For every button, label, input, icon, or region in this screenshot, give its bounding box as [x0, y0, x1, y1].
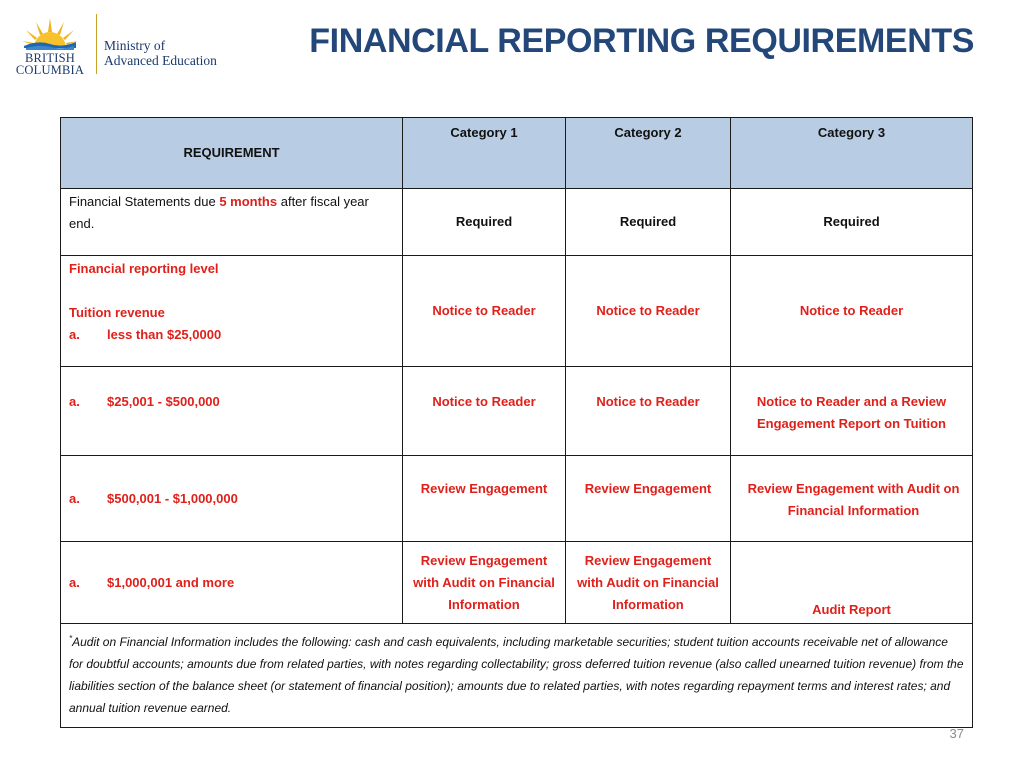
- range-label: less than $25,0000: [107, 327, 222, 342]
- header-category-3: Category 3: [731, 118, 973, 189]
- list-letter: a.: [69, 490, 80, 506]
- logo-province-name: [12, 52, 88, 76]
- list-letter: a.: [69, 327, 80, 342]
- footnote: [61, 624, 973, 728]
- logo-ministry-name: [104, 38, 217, 68]
- footnote-text: Audit on Financial Information includes the following: cash and cash equivalents, including marketable securities; student tuition accounts receivable net of allowance for doubtful accounts; amounts due from related parties, with notes regarding collectability; gross deferred tuition revenue (also called unearned tuition revenue) from the liabilities section of the balance sheet (or statement of financial position); amounts due to related parties, with notes regarding repayment terms and interest rates; and annual tuition revenue earned.: [69, 635, 964, 715]
- row4-category-3: Review Engagement with Audit on Financial Information: [731, 456, 973, 542]
- page-title: FINANCIAL REPORTING REQUIREMENTS: [309, 22, 974, 60]
- row4-label: [61, 456, 403, 542]
- list-letter: a.: [69, 574, 80, 590]
- row3-label: [61, 367, 403, 456]
- range-label: $500,001 - $1,000,000: [107, 490, 238, 506]
- row2-category-1: Notice to Reader: [403, 256, 566, 367]
- row3-category-3: Notice to Reader and a Review Engagement Report on Tuition: [731, 367, 973, 456]
- logo-line-2: COLUMBIA: [15, 63, 85, 77]
- row5-category-1: Review Engagement with Audit on Financial Information: [403, 542, 566, 624]
- logo-divider: [96, 14, 97, 74]
- row-reporting-level-label: [61, 256, 403, 367]
- row5-label: [61, 542, 403, 624]
- row5-category-3: Audit Report: [731, 542, 973, 624]
- label-highlight: 5 months: [219, 194, 278, 209]
- row1-category-1: Required: [403, 189, 566, 256]
- reporting-level-heading: Financial reporting level: [69, 261, 219, 276]
- table-row: [61, 624, 973, 728]
- table-row: [61, 542, 973, 624]
- requirements-table: [60, 117, 973, 728]
- row-financial-statements-label: [61, 189, 403, 256]
- header-category-1: Category 1: [403, 118, 566, 189]
- row3-category-2: Notice to Reader: [566, 367, 731, 456]
- table-row: [61, 456, 973, 542]
- header-category-2: Category 2: [566, 118, 731, 189]
- footnote-marker: *: [69, 634, 73, 643]
- row3-category-1: Notice to Reader: [403, 367, 566, 456]
- row1-category-2: Required: [566, 189, 731, 256]
- header-requirement: REQUIREMENT: [61, 118, 403, 189]
- table-row: [61, 189, 973, 256]
- table-row: [61, 367, 973, 456]
- logo-ministry-line-1: Ministry of: [104, 38, 166, 53]
- logo-line-1: BRITISH: [24, 51, 75, 65]
- logo-ministry-line-2: Advanced Education: [104, 53, 217, 68]
- page-number: 37: [949, 726, 964, 741]
- list-letter: a.: [69, 394, 80, 409]
- table-row: [61, 256, 973, 367]
- range-label: $1,000,001 and more: [107, 574, 235, 590]
- label-text-after: after fiscal year end.: [69, 194, 369, 231]
- row2-category-3: Notice to Reader: [731, 256, 973, 367]
- row5-category-2: Review Engagement with Audit on Financial Information: [566, 542, 731, 624]
- label-text-before: Financial Statements due: [69, 194, 220, 209]
- row4-category-1: Review Engagement: [403, 456, 566, 542]
- row2-category-2: Notice to Reader: [566, 256, 731, 367]
- range-label: $25,001 - $500,000: [107, 394, 220, 409]
- bc-ministry-logo: [12, 10, 227, 76]
- table-header-row: [61, 118, 973, 189]
- row4-category-2: Review Engagement: [566, 456, 731, 542]
- tuition-revenue-heading: Tuition revenue: [69, 305, 165, 320]
- row1-category-3: Required: [731, 189, 973, 256]
